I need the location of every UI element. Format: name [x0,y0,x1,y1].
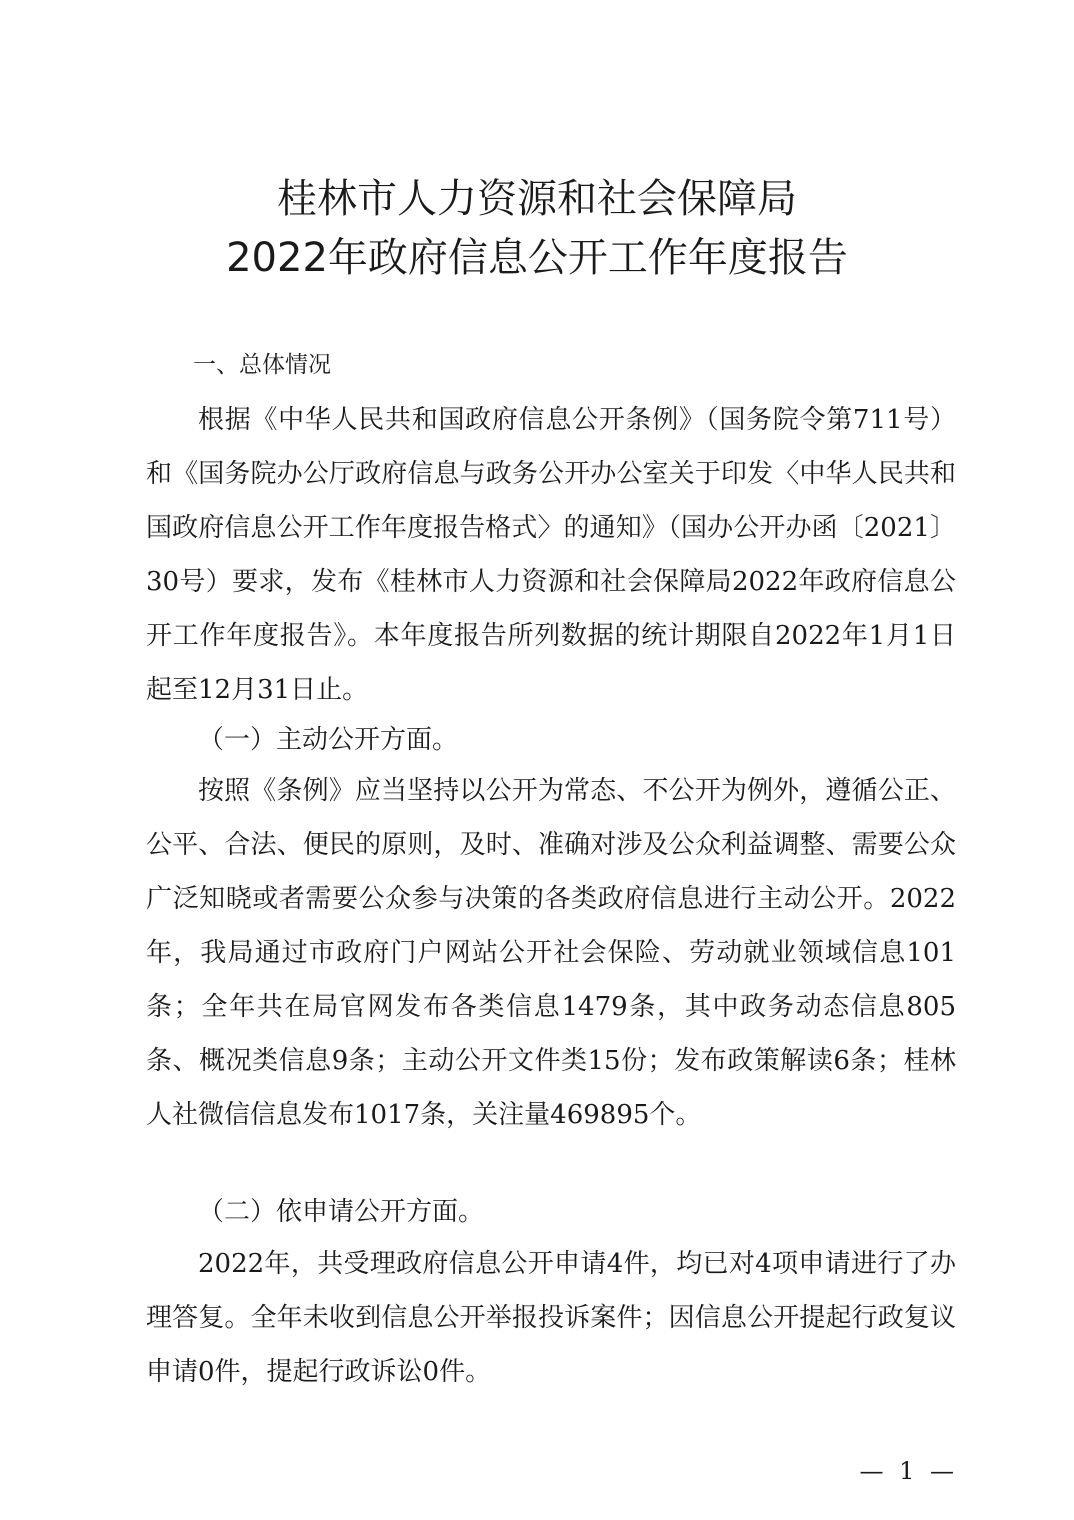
subsection-heading-request-disclosure: （二）依申请公开方面。 [198,1197,485,1227]
section-heading-overview: 一、总体情况 [193,352,331,378]
subsection-heading-active-disclosure: （一）主动公开方面。 [198,725,459,755]
paragraph-intro-text: 根据《中华人民共和国政府信息公开条例》（国务院令第711号）和《国务院办公厅政府信息与政务公开办公室关于印发〈中华人民共和国政府信息公开工作年度报告格式〉的通知》（国办公开办函〔2021〕30号）要求，发布《桂林市人力资源和社会保障局2022年政府信息公开工作年度报告》。本年度报告所列数据的统计期限自2022年1月1日起至12月31日止。 [146,405,956,705]
paragraph-active-disclosure-text: 按照《条例》应当坚持以公开为常态、不公开为例外，遵循公正、公平、合法、便民的原则，及时、准确对涉及公众利益调整、需要公众广泛知晓或者需要公众参与决策的各类政府信息进行主动公开。2022年，我局通过市政府门户网站公开社会保险、劳动就业领域信息101条；全年共在局官网发布各类信息1479条，其中政务动态信息805条、概况类信息9条；主动公开文件类15份；发布政策解读6条；桂林人社微信信息发布1017条，关注量469895个。 [146,776,956,1130]
document-title-line-1: 桂林市人力资源和社会保障局 [277,176,797,222]
paragraph-request-disclosure [146,1237,956,1399]
paragraph-active-disclosure [146,764,956,1142]
paragraph-request-disclosure-text: 2022年，共受理政府信息公开申请4件，均已对4项申请进行了办理答复。全年未收到信息公开举报投诉案件；因信息公开提起行政复议申请0件，提起行政诉讼0件。 [146,1249,956,1387]
page-number: — 1 — [859,1457,958,1485]
paragraph-intro [146,393,956,717]
document-title-line-2: 2022年政府信息公开工作年度报告 [226,235,848,281]
